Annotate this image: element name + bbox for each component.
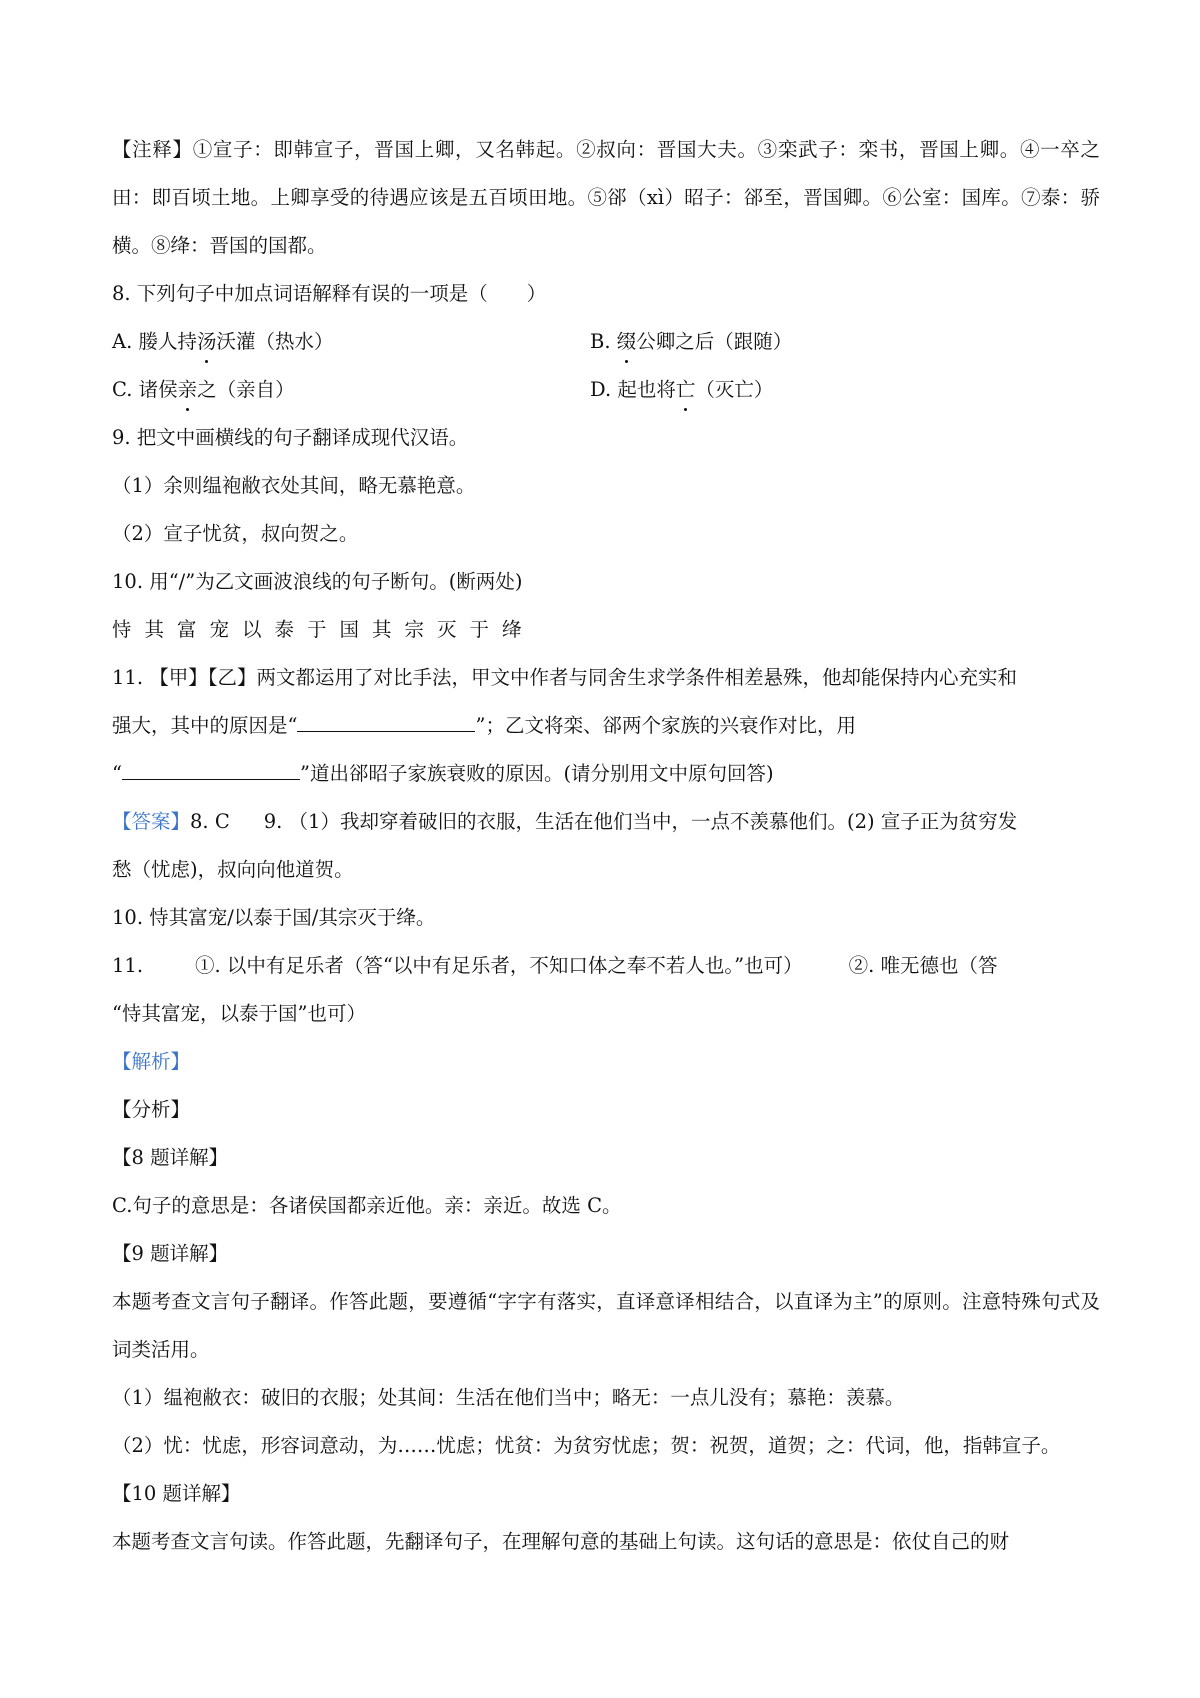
answer-9-line-2: 愁（忧虑)，叔向向他道贺。 <box>112 858 354 881</box>
option-d-dotted-word: 亡 <box>676 366 696 414</box>
answer-label: 【答案】 <box>112 810 191 833</box>
q8-options-row-2 <box>112 366 1100 414</box>
detail-8-title: 【8 题详解】 <box>112 1146 229 1169</box>
analysis-label: 【解析】 <box>112 1050 191 1073</box>
q11-line-3-post: ”道出郤昭子家族衰败的原因。(请分别用文中原句回答) <box>299 762 774 785</box>
analysis-fenxi: 【分析】 <box>112 1098 191 1121</box>
q8-option-a <box>112 318 590 366</box>
answer-11-line-1 <box>112 942 1100 990</box>
q11-line-3 <box>112 750 1100 798</box>
q9-sentence-1: （1）余则缊袍敝衣处其间，略无慕艳意。 <box>112 474 476 497</box>
notes-text: ①宣子：即韩宣子，晋国上卿，又名韩起。②叔向：晋国大夫。③栾武子：栾书，晋国上卿。④一卒之田：即百顷土地。上卿享受的待遇应该是五百顷田地。⑤郤（xì）昭子：郤至，晋国卿。⑥公室：国库。⑦泰：骄横。⑧绛：晋国的国都。 <box>112 138 1100 257</box>
notes-label: 【注释】 <box>112 138 193 161</box>
q10-sentence: 恃其富宠以泰于国其宗灭于绛 <box>112 618 535 641</box>
q11-line-2-post: ”；乙文将栾、郤两个家族的兴衰作对比，用 <box>475 714 856 737</box>
option-b-suffix: 公卿之后（跟随） <box>636 330 793 353</box>
q10-stem: 10. 用“/”为乙文画波浪线的句子断句。(断两处) <box>112 570 523 593</box>
answer-blank-2[interactable] <box>122 761 300 780</box>
answer-9-line-1: 9. （1）我却穿着破旧的衣服，生活在他们当中，一点不羡慕他们。(2) 宣子正为贫穷发 <box>263 810 1018 833</box>
option-a-prefix: A. 媵人持 <box>112 330 197 353</box>
notes-paragraph <box>112 126 1100 270</box>
answer-11-num: 11. <box>112 954 144 977</box>
detail-9-title: 【9 题详解】 <box>112 1242 229 1265</box>
document-body <box>112 126 1100 1566</box>
q11-line-2-pre: 强大，其中的原因是“ <box>112 714 298 737</box>
answer-blank-1[interactable] <box>297 713 475 732</box>
detail-9-text: 本题考查文言句子翻译。作答此题，要遵循“字字有落实，直译意译相结合，以直译为主”的原则。注意特殊句式及词类活用。 <box>112 1290 1100 1361</box>
detail-8-text: C.句子的意思是：各诸侯国都亲近他。亲：亲近。故选 C。 <box>112 1194 622 1217</box>
q11-line-1: 11. 【甲】【乙】两文都运用了对比手法，甲文中作者与同舍生求学条件相差悬殊，他却能保持内心充实和 <box>112 666 1017 689</box>
option-c-prefix: C. 诸侯 <box>112 378 178 401</box>
detail-10-text: 本题考查文言句读。作答此题，先翻译句子，在理解句意的基础上句读。这句话的意思是：依仗自己的财 <box>112 1530 1010 1553</box>
option-d-prefix: D. 起也将 <box>590 378 676 401</box>
option-c-suffix: 之（亲自） <box>197 378 295 401</box>
answer-line-1 <box>112 798 1100 846</box>
answer-11-line-2: “恃其富宠，以泰于国”也可） <box>112 1002 366 1025</box>
option-c-dotted-word: 亲 <box>178 366 198 414</box>
q8-stem: 8. 下列句子中加点词语解释有误的一项是（ ） <box>112 282 547 305</box>
q9-sentence-2: （2）宣子忧贫，叔向贺之。 <box>112 522 359 545</box>
q8-option-d <box>590 366 773 414</box>
answer-11-part-1: ①. 以中有足乐者（答“以中有足乐者，不知口体之奉不若人也。”也可） <box>195 954 803 977</box>
option-b-prefix: B. <box>590 330 617 353</box>
q8-option-c <box>112 366 590 414</box>
answer-10: 10. 恃其富宠/以泰于国/其宗灭于绛。 <box>112 906 436 929</box>
detail-9-sentence-1: （1）缊袍敝衣：破旧的衣服；处其间：生活在他们当中；略无：一点儿没有；慕艳：羡慕。 <box>112 1386 905 1409</box>
q9-stem: 9. 把文中画横线的句子翻译成现代汉语。 <box>112 426 469 449</box>
detail-9-sentence-2: （2）忧：忧虑，形容词意动，为……忧虑；忧贫：为贫穷忧虑；贺：祝贺，道贺；之：代词，他，指韩宣子。 <box>112 1434 1061 1457</box>
q8-option-b <box>590 318 792 366</box>
detail-10-title: 【10 题详解】 <box>112 1482 241 1505</box>
q11-line-2 <box>112 702 1100 750</box>
answer-8: 8. C <box>190 810 230 833</box>
answer-11-part-2: ②. 唯无德也（答 <box>848 954 998 977</box>
q8-options-row-1 <box>112 318 1100 366</box>
option-d-suffix: （灭亡） <box>695 378 774 401</box>
option-a-dotted-word: 汤 <box>197 318 217 366</box>
option-b-dotted-word: 缀 <box>617 318 637 366</box>
q11-line-3-pre: “ <box>112 762 122 785</box>
option-a-suffix: 沃灌（热水） <box>216 330 334 353</box>
